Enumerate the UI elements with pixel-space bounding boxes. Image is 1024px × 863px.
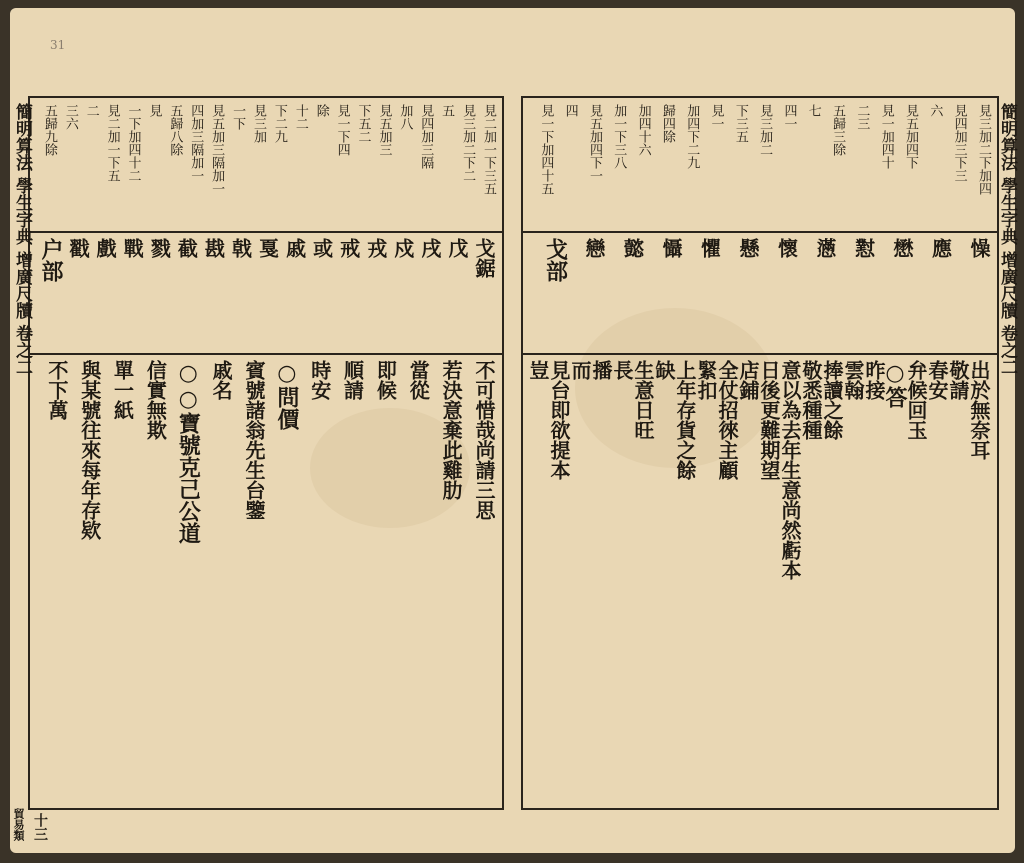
arithmetic-column: 加四下二九: [684, 104, 700, 169]
dictionary-column: 戀: [582, 238, 606, 258]
letter-column: 見台即欲提本: [547, 360, 571, 480]
divider-line: [523, 353, 997, 355]
arithmetic-column: 三六: [62, 104, 78, 130]
page-number: 31: [50, 38, 66, 52]
arithmetic-column: 六: [927, 104, 943, 117]
letter-column: 雲翰: [841, 360, 865, 400]
dictionary-column: 戰: [120, 238, 145, 258]
arithmetic-column: 五歸八除: [167, 104, 183, 156]
right-text-frame: [521, 96, 999, 810]
dictionary-column: 戈部: [542, 238, 569, 282]
dictionary-column: 懾: [659, 238, 683, 258]
dictionary-column: 戳: [66, 238, 91, 258]
letter-column: 意以為去年生意尚然虧本: [778, 360, 802, 580]
dictionary-column: 戡: [201, 238, 226, 258]
arithmetic-column: 見五加四下一: [586, 104, 602, 182]
letter-column: 弁候回玉: [904, 360, 928, 440]
letter-column: 戚名: [209, 360, 234, 400]
dictionary-column: 戍: [390, 238, 415, 258]
arithmetic-column: 見三加二下二: [460, 104, 476, 182]
dictionary-column: 戌: [417, 238, 442, 258]
dictionary-column: 或: [309, 238, 334, 258]
dictionary-column: 懿: [620, 238, 645, 258]
letter-column: 與某號往來每年存欵: [77, 360, 102, 540]
arithmetic-column: 二: [83, 104, 99, 117]
divider-line: [523, 231, 997, 233]
dictionary-column: 戊: [444, 238, 469, 258]
letter-column: ○○寶號克己公道: [175, 360, 202, 544]
dictionary-column: 戮: [147, 238, 172, 258]
dictionary-column: 懋: [890, 238, 914, 258]
arithmetic-column: 一下加四十二: [125, 104, 141, 182]
dictionary-column: 懟: [851, 238, 876, 258]
arithmetic-column: 歸四除: [659, 104, 675, 143]
arithmetic-column: 見二加一下三五: [480, 104, 496, 195]
arithmetic-column: 四: [562, 104, 578, 117]
arithmetic-column: 見四加三下三: [951, 104, 967, 182]
letter-column: 信實無欺: [143, 360, 168, 440]
dictionary-column: 應: [928, 238, 953, 258]
letter-column: 賓號諸翁先生台鑒: [241, 360, 266, 520]
letter-column: 長: [610, 360, 634, 380]
arithmetic-column: 見四加三隔: [418, 104, 434, 169]
left-margin-title: 簡明算法 學生字典 增廣尺牘 卷之二: [12, 103, 32, 376]
letter-column: 播: [589, 360, 613, 380]
arithmetic-column: 見: [146, 104, 162, 117]
letter-column: 生意日旺: [631, 360, 655, 440]
letter-column: 即候: [373, 360, 398, 400]
dictionary-column: 戈鋸: [471, 238, 496, 278]
letter-column: 當從: [406, 360, 431, 400]
arithmetic-column: 見一加四十: [878, 104, 894, 169]
arithmetic-column: 一下: [230, 104, 246, 130]
letter-column: 緊扣: [694, 360, 718, 400]
dictionary-column: 戎: [363, 238, 388, 258]
arithmetic-column: 見三加: [250, 104, 266, 143]
arithmetic-column: 下五二: [355, 104, 371, 143]
letter-column: 單一紙: [110, 360, 135, 420]
arithmetic-column: 見五加三: [376, 104, 392, 156]
letter-column: 敬請: [946, 360, 970, 400]
letter-column: 時安: [307, 360, 332, 400]
arithmetic-column: 十二: [292, 104, 308, 130]
letter-column: 順請: [340, 360, 365, 400]
left-margin-section: 貿易類: [12, 808, 25, 841]
dictionary-column: 懣: [813, 238, 837, 258]
dictionary-column: 戒: [336, 238, 361, 258]
dictionary-column: 懷: [774, 238, 799, 258]
arithmetic-column: 四加三隔加一: [188, 104, 204, 182]
letter-column: 上年存貨之餘: [673, 360, 697, 480]
arithmetic-column: 五: [439, 104, 455, 117]
letter-column: 敬悉種種: [799, 360, 823, 440]
letter-column: 不下萬: [44, 360, 69, 420]
letter-column: 不可惜哉尚請三思: [471, 360, 496, 520]
dictionary-column: 戚: [282, 238, 307, 258]
arithmetic-column: 四一: [781, 104, 797, 130]
letter-column: 昨接: [862, 360, 886, 400]
letter-column: ○答: [882, 360, 908, 408]
right-margin-title: 簡明算法 學生字典 增廣尺牘 卷之二: [997, 103, 1017, 376]
arithmetic-column: 七: [805, 104, 821, 117]
arithmetic-column: 見一下四: [334, 104, 350, 156]
left-page: [10, 8, 515, 853]
dictionary-column: 户部: [38, 238, 65, 282]
divider-line: [30, 353, 502, 355]
arithmetic-column: 見三加二: [757, 104, 773, 156]
letter-column: 日後更難期望: [757, 360, 781, 480]
letter-column: 捧讀之餘: [820, 360, 844, 440]
arithmetic-column: 見一: [708, 104, 724, 130]
arithmetic-column: 下二九: [271, 104, 287, 143]
arithmetic-column: 二三: [854, 104, 870, 130]
arithmetic-column: 加八: [397, 104, 413, 130]
left-margin-folio: 十三: [32, 813, 48, 841]
letter-column: 店鋪: [736, 360, 760, 400]
arithmetic-column: 加四十六: [635, 104, 651, 156]
dictionary-column: 懸: [736, 238, 760, 258]
letter-column: 而: [568, 360, 592, 380]
letter-column: 豈: [526, 360, 550, 380]
left-text-frame: [28, 96, 504, 810]
arithmetic-column: 五歸三除: [830, 104, 846, 156]
dictionary-column: 戛: [255, 238, 280, 258]
letter-column: 春安: [925, 360, 949, 400]
letter-column: 缺: [652, 360, 676, 380]
letter-column: 若決意棄此雞肋: [439, 360, 464, 500]
dictionary-column: 戟: [228, 238, 253, 258]
dictionary-column: 懆: [967, 238, 991, 258]
arithmetic-column: 加一下三八: [611, 104, 627, 169]
arithmetic-column: 見五加四下: [903, 104, 919, 169]
divider-line: [30, 231, 502, 233]
arithmetic-column: 見五加三隔加一: [209, 104, 225, 195]
right-page: [515, 8, 1015, 853]
dictionary-column: 戲: [93, 238, 118, 258]
letter-column: ○問價: [273, 360, 300, 430]
arithmetic-column: 見二加一下五: [104, 104, 120, 182]
arithmetic-column: 見一下加四十五: [538, 104, 554, 195]
dictionary-column: 懼: [697, 238, 722, 258]
arithmetic-column: 除: [313, 104, 329, 117]
letter-column: 全仗招徠主顧: [715, 360, 739, 480]
arithmetic-column: 見三加二下加四: [975, 104, 991, 195]
arithmetic-column: 下三五: [732, 104, 748, 143]
dictionary-column: 截: [174, 238, 199, 258]
arithmetic-column: 五歸九除: [41, 104, 57, 156]
letter-column: 出於無奈耳: [967, 360, 991, 460]
